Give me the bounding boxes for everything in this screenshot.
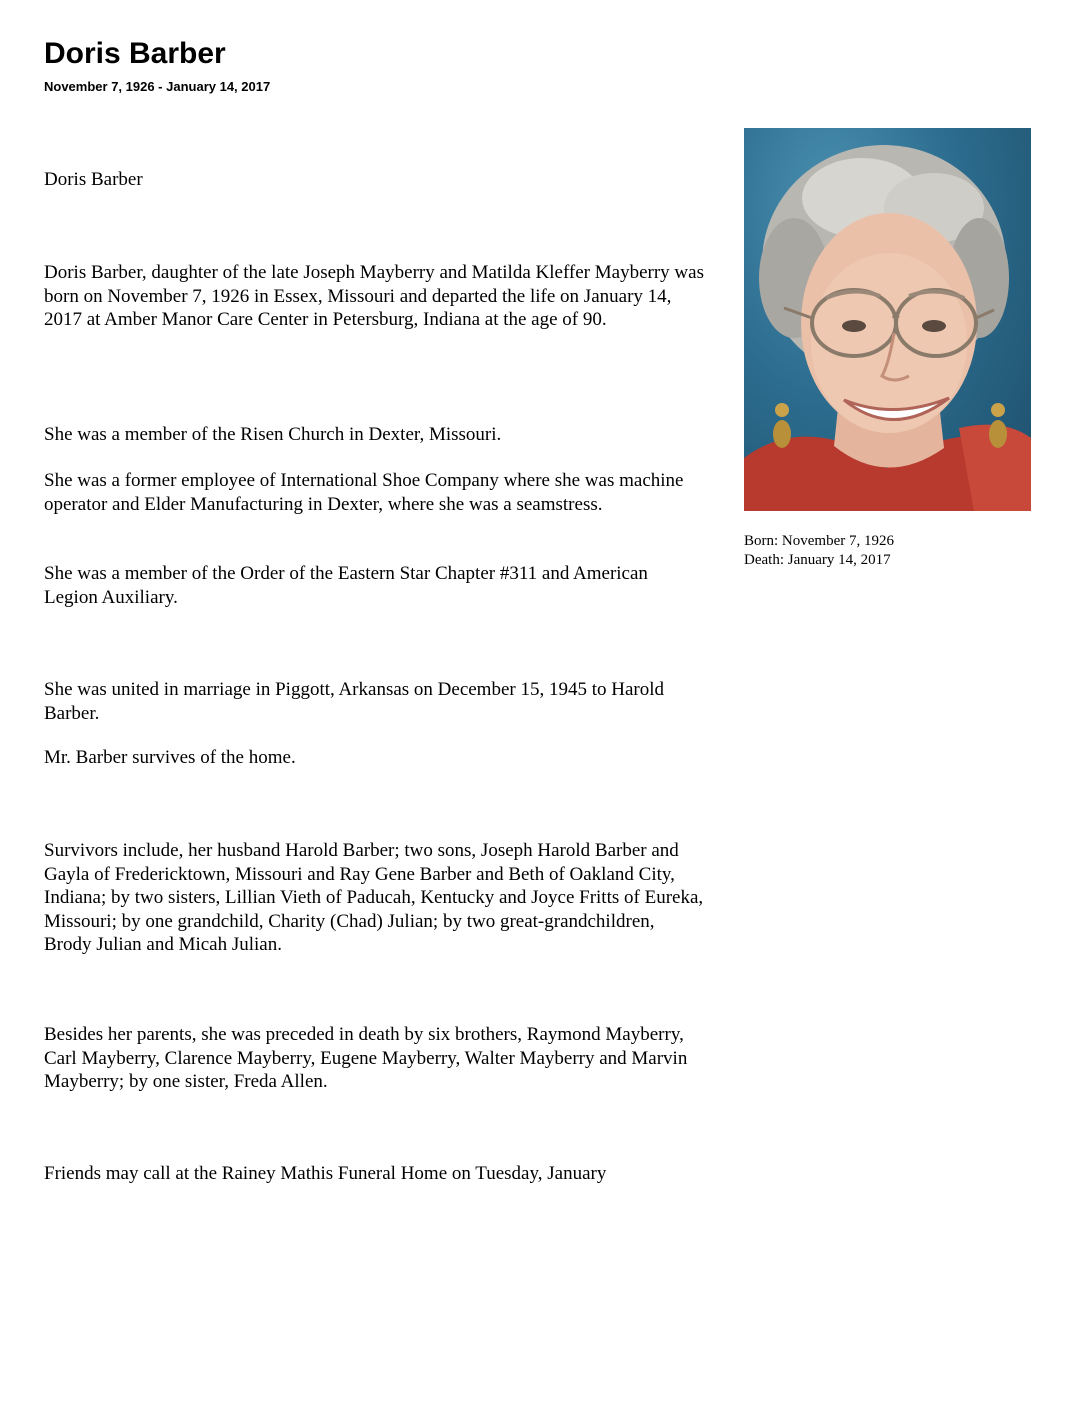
obituary-paragraph-employment: She was a former employee of International Shoe Company where she was machine operator and Elder Manufacturing in Dexter, where she was a seamstress.: [44, 470, 684, 515]
life-dates: November 7, 1926 - January 14, 2017: [44, 79, 271, 94]
caption-born: Born: November 7, 1926: [744, 533, 894, 549]
obituary-paragraph-birth: Doris Barber, daughter of the late Joseph Mayberry and Matilda Kleffer Mayberry was born on November 7, 1926 in Essex, Missouri and departed the life on January 14, 2017 at Amber Manor Care Center in Petersburg, Indiana at the age of 90.: [44, 262, 704, 330]
page-title: Doris Barber: [44, 37, 226, 70]
obituary-paragraph-church: She was a member of the Risen Church in Dexter, Missouri.: [44, 424, 502, 445]
obituary-paragraph-visitation: Friends may call at the Rainey Mathis Funeral Home on Tuesday, January: [44, 1163, 607, 1184]
portrait-icon: [744, 128, 1031, 511]
obituary-paragraph-memberships: She was a member of the Order of the Eastern Star Chapter #311 and American Legion Auxiliary.: [44, 563, 648, 608]
portrait-photo: [744, 128, 1031, 511]
obituary-paragraph-husband: Mr. Barber survives of the home.: [44, 747, 296, 768]
photo-caption: [744, 532, 1044, 570]
caption-death: Death: January 14, 2017: [744, 552, 891, 568]
obituary-paragraph-survivors: Survivors include, her husband Harold Barber; two sons, Joseph Harold Barber and Gayla of Fredericktown, Missouri and Ray Gene Barber and Beth of Oakland City, Indiana; by two sisters, Lillian Vieth of Paducah, Kentucky and Joyce Fritts of Eureka, Missouri; by one grandchild, Charity (Chad) Julian; by two great-grandchildren, Brody Julian and Micah Julian.: [44, 840, 704, 955]
obituary-paragraph-marriage: She was united in marriage in Piggott, Arkansas on December 15, 1945 to Harold Barber.: [44, 679, 665, 724]
obituary-name-line: Doris Barber: [44, 169, 143, 190]
obituary-paragraph-preceded: Besides her parents, she was preceded in death by six brothers, Raymond Mayberry, Carl Mayberry, Clarence Mayberry, Eugene Mayberry, Walter Mayberry and Marvin Mayberry; by one sister, Freda Allen.: [44, 1024, 688, 1092]
